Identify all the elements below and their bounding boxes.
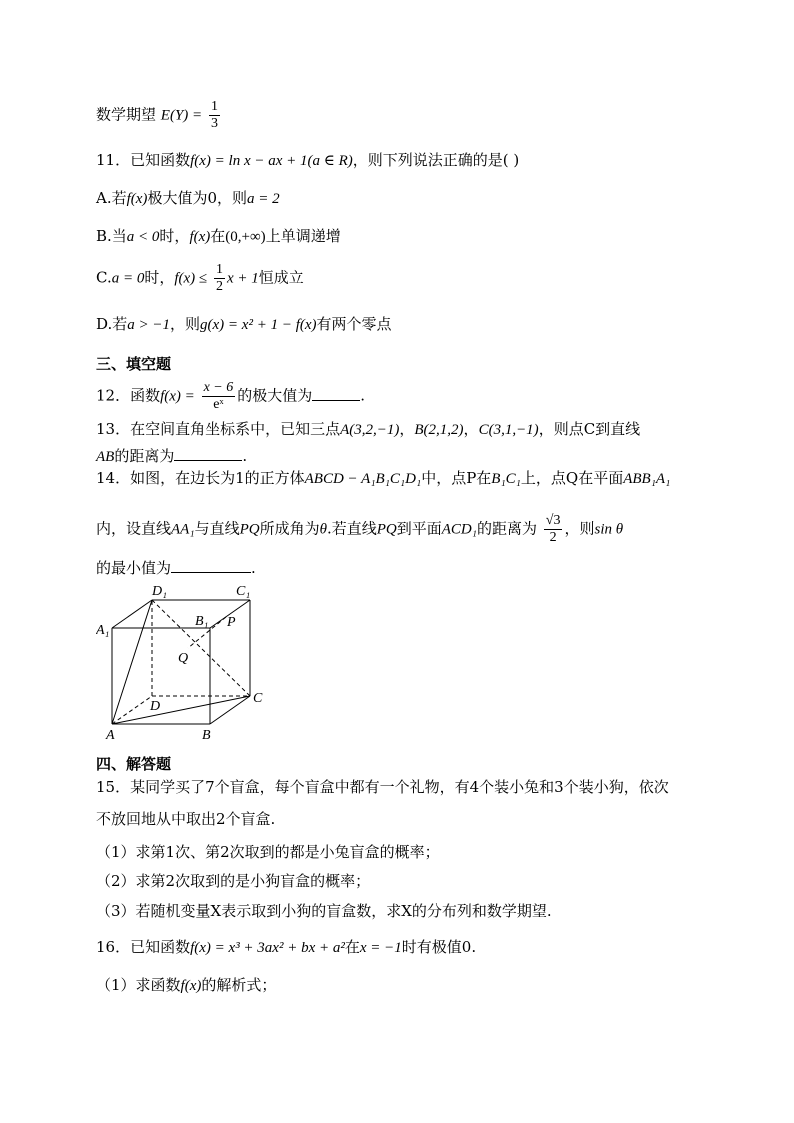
text: 12．函数 bbox=[96, 386, 161, 405]
fraction-den: 2 bbox=[549, 530, 557, 545]
text: ， bbox=[399, 420, 415, 438]
fraction-den: eˣ bbox=[213, 397, 224, 412]
text: 时有极值0. bbox=[401, 938, 477, 956]
fraction bbox=[214, 262, 225, 295]
fraction-num: 1 bbox=[215, 262, 223, 277]
math: f(x) = bbox=[160, 388, 195, 405]
text: 恒成立 bbox=[258, 268, 304, 287]
label-A1: A₁ bbox=[96, 623, 110, 638]
text: .若直线 bbox=[326, 519, 377, 538]
q11-option-c bbox=[96, 262, 304, 295]
q16-part1 bbox=[96, 976, 276, 995]
answer-blank[interactable] bbox=[174, 445, 242, 461]
text: 上单调递增 bbox=[265, 227, 341, 245]
text: ，则 bbox=[564, 519, 595, 538]
math: B₁C₁ bbox=[491, 471, 521, 487]
text: （1）求函数 bbox=[96, 976, 181, 994]
math: ACD₁ bbox=[441, 521, 477, 538]
q12 bbox=[96, 380, 365, 413]
answer-blank[interactable] bbox=[171, 557, 251, 573]
text: 有两个零点 bbox=[316, 315, 392, 333]
text: 在 bbox=[210, 227, 226, 245]
label-Q: Q bbox=[178, 651, 189, 666]
edge-A1D1 bbox=[112, 600, 152, 628]
text: 13．在空间直角坐标系中，已知三点 bbox=[96, 420, 341, 438]
text: ，则点C到直线 bbox=[538, 420, 641, 438]
expectation-expr: E(Y) = bbox=[160, 107, 203, 124]
fraction bbox=[209, 99, 220, 132]
text: 的极大值为 bbox=[237, 386, 313, 405]
text: . bbox=[242, 447, 248, 465]
math: f(x) ≤ bbox=[174, 270, 208, 287]
math: f(x) bbox=[189, 229, 211, 245]
text: 时， bbox=[159, 227, 190, 245]
math: sin θ bbox=[594, 521, 624, 538]
text: 的解析式； bbox=[201, 976, 277, 994]
expectation-line bbox=[96, 99, 222, 132]
text: ，则 bbox=[170, 315, 201, 333]
math: f(x) bbox=[180, 978, 202, 994]
text: 到平面 bbox=[396, 519, 442, 538]
q11-option-a bbox=[96, 189, 280, 208]
text: 16．已知函数 bbox=[96, 938, 191, 956]
fraction-den: 2 bbox=[215, 279, 223, 294]
text: . bbox=[251, 559, 256, 577]
text: 中，点P在 bbox=[421, 469, 492, 487]
section-heading: 四、解答题 bbox=[96, 755, 172, 773]
fraction-num: √3 bbox=[545, 513, 561, 528]
label-P: P bbox=[227, 615, 236, 630]
text: 所成角为 bbox=[259, 519, 320, 538]
text: 与直线 bbox=[194, 519, 240, 538]
math: B(2,1,2) bbox=[414, 422, 464, 438]
q11-option-b bbox=[96, 227, 341, 246]
math: a > −1 bbox=[127, 317, 171, 333]
text: 时， bbox=[144, 268, 175, 287]
math: (0,+∞) bbox=[225, 229, 266, 245]
q15-part1: （1）求第1次、第2次取到的都是小兔盲盒的概率； bbox=[96, 843, 440, 861]
section-heading: 三、填空题 bbox=[96, 355, 172, 373]
label-D: D bbox=[150, 699, 161, 714]
text: C. bbox=[96, 268, 112, 287]
math: ABCD − A₁B₁C₁D₁ bbox=[304, 471, 422, 487]
math: f(x) bbox=[126, 191, 148, 207]
q15-line1: 15．某同学买了7个盲盒，每个盲盒中都有一个礼物，有4个装小兔和3个装小狗，依次 bbox=[96, 778, 669, 796]
q14-line3 bbox=[96, 557, 256, 577]
label-A: A bbox=[106, 728, 115, 742]
math: f(x) = ln x − ax + 1(a ∈ R) bbox=[190, 153, 353, 169]
text: 的最小值为 bbox=[96, 559, 172, 577]
math: f(x) = x³ + 3ax² + bx + a² bbox=[190, 940, 345, 956]
text: B.当 bbox=[96, 227, 127, 245]
fraction bbox=[544, 513, 563, 546]
math: a = 2 bbox=[246, 191, 280, 207]
text: 14．如图，在边长为1的正方体 bbox=[96, 469, 305, 487]
q14-line1 bbox=[96, 469, 670, 488]
answer-blank[interactable] bbox=[312, 385, 360, 401]
text: 的距离为 bbox=[114, 447, 175, 465]
text: 内，设直线 bbox=[96, 519, 172, 538]
math: AB bbox=[96, 449, 115, 465]
math: PQ bbox=[239, 521, 260, 538]
line-AD1 bbox=[112, 600, 152, 724]
math: g(x) = x² + 1 − f(x) bbox=[200, 317, 317, 333]
label-D1: D₁ bbox=[152, 584, 167, 599]
math: ABB₁A₁ bbox=[623, 471, 671, 487]
text: D.若 bbox=[96, 315, 128, 333]
q15-part2: （2）求第2次取到的是小狗盲盒的概率； bbox=[96, 872, 371, 890]
cube-figure bbox=[96, 582, 286, 742]
math: a < 0 bbox=[126, 229, 160, 245]
expectation-prefix: 数学期望 bbox=[96, 105, 157, 124]
fraction-num: x − 6 bbox=[203, 380, 234, 395]
label-B: B bbox=[202, 728, 211, 742]
q15-line2: 不放回地从中取出2个盲盒. bbox=[96, 810, 276, 828]
math: x = −1 bbox=[359, 940, 402, 956]
math: x + 1 bbox=[226, 270, 259, 287]
q11-option-d bbox=[96, 315, 392, 334]
fraction bbox=[202, 380, 236, 413]
label-C: C bbox=[253, 691, 263, 706]
q16-stem bbox=[96, 938, 476, 957]
text: 极大值为0，则 bbox=[147, 189, 247, 207]
math: AA₁ bbox=[171, 521, 195, 538]
math: a = 0 bbox=[111, 270, 145, 287]
q13-line1 bbox=[96, 420, 640, 439]
text: 在 bbox=[344, 938, 360, 956]
q13-line2 bbox=[96, 445, 247, 466]
text: A.若 bbox=[96, 189, 127, 207]
text: 11．已知函数 bbox=[96, 151, 191, 169]
text: ，则下列说法正确的是( ) bbox=[352, 151, 520, 169]
q11-stem bbox=[96, 151, 519, 170]
math: PQ bbox=[376, 521, 397, 538]
q15-part3: （3）若随机变量X表示取到小狗的盲盒数，求X的分布列和数学期望. bbox=[96, 902, 552, 920]
label-C1: C₁ bbox=[236, 584, 251, 599]
math: C(3,1,−1) bbox=[478, 422, 539, 438]
fraction-den: 3 bbox=[210, 116, 218, 131]
text: ， bbox=[463, 420, 479, 438]
q14-line2 bbox=[96, 513, 623, 546]
text: . bbox=[360, 386, 366, 405]
label-B1: B₁ bbox=[195, 614, 209, 629]
math: A(3,2,−1) bbox=[340, 422, 400, 438]
text: 的距离为 bbox=[476, 519, 537, 538]
text: 上，点Q在平面 bbox=[520, 469, 624, 487]
math: θ bbox=[319, 521, 327, 538]
fraction-num: 1 bbox=[210, 99, 218, 114]
